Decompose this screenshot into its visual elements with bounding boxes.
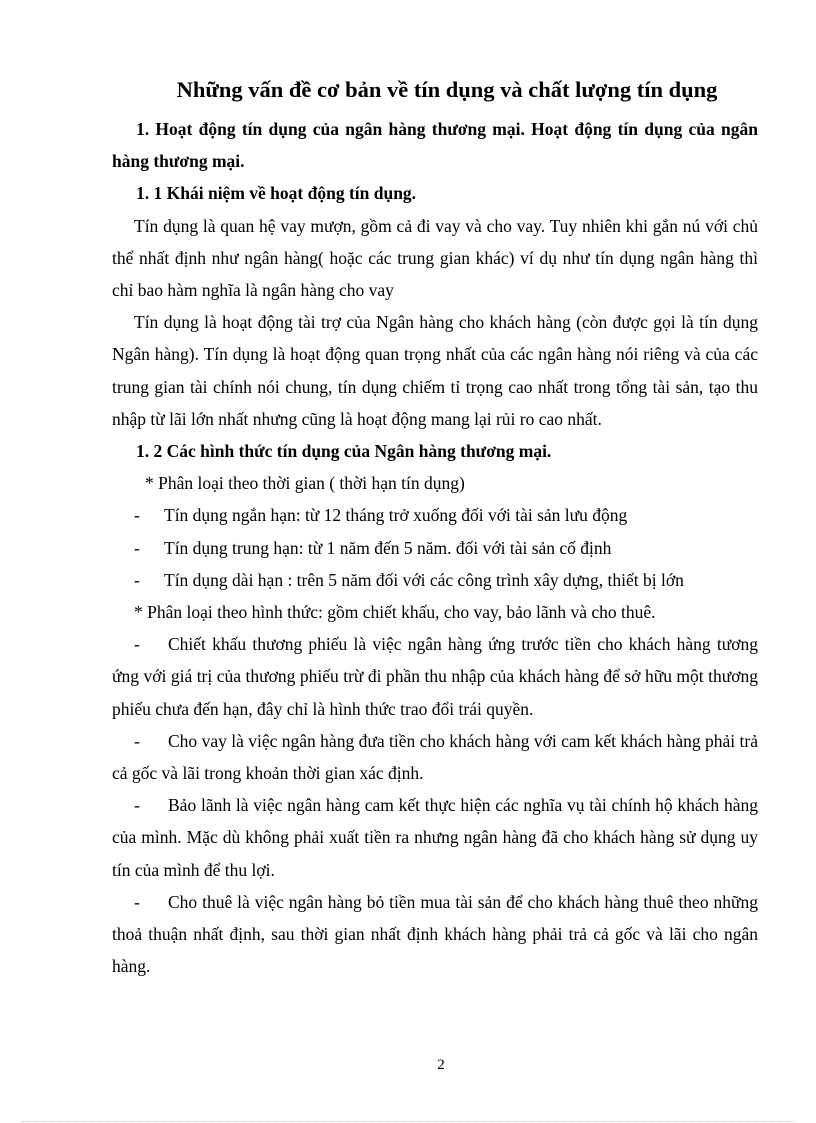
time-item-long-term: Tín dụng dài hạn : trên 5 năm đối với các công trình xây dựng, thiết bị lớn [164, 569, 684, 590]
document-title: Những vấn đề cơ bản về tín dụng và chất lượng tín dụng [176, 77, 718, 102]
concept-paragraph-1: Tín dụng là quan hệ vay mượn, gồm cả đi vay và cho vay. Tuy nhiên khi gắn nú với chủ thể nhất định như ngân hàng( hoặc các trung gian khác) ví dụ như tín dụng ngân hàng thì chỉ bao hàm nghĩa là ngân hàng cho vay [112, 215, 758, 301]
time-item-short-term: Tín dụng ngắn hạn: từ 12 tháng trở xuống đối với tài sản lưu động [164, 505, 628, 526]
section-1-2-heading: 1. 2 Các hình thức tín dụng của Ngân hàng thương mại. [136, 441, 552, 462]
dash-bullet: - [134, 537, 140, 558]
list-item [112, 628, 758, 725]
list-item [112, 499, 758, 531]
classify-by-form: * Phân loại theo hình thức: gồm chiết khấu, cho vay, bảo lãnh và cho thuê. [134, 602, 656, 623]
page-bottom-divider [22, 1121, 794, 1122]
time-item-medium-term: Tín dụng trung hạn: từ 1 năm đến 5 năm. đối với tài sản cố định [164, 537, 612, 558]
section-1-heading: 1. Hoạt động tín dụng của ngân hàng thương mại. Hoạt động tín dụng của ngân hàng thương mại. [112, 119, 758, 172]
concept-paragraph-2: Tín dụng là hoạt động tài trợ của Ngân hàng cho khách hàng (còn được gọi là tín dụng Ngân hàng). Tín dụng là hoạt động quan trọng nhất của các ngân hàng nói riêng và của các trung gian tài chính nói chung, tín dụng chiếm tỉ trọng cao nhất trong tổng tài sản, tạo thu nhập từ lãi lớn nhất nhưng cũng là hoạt động mang lại rủi ro cao nhất. [112, 312, 758, 429]
form-item-leasing: Cho thuê là việc ngân hàng bỏ tiền mua tài sản để cho khách hàng thuê theo những thoả thuận nhất định, sau thời gian nhất định khách hàng phải trả cả gốc và lãi cho ngân hàng. [112, 891, 758, 977]
form-item-guarantee: Bảo lãnh là việc ngân hàng cam kết thực hiện các nghĩa vụ tài chính hộ khách hàng của mình. Mặc dù không phải xuất tiền ra nhưng ngân hàng đã cho khách hàng sử dụng uy tín của mình để thu lợi. [112, 795, 758, 880]
list-item [112, 532, 758, 564]
classify-by-time: * Phân loại theo thời gian ( thời hạn tín dụng) [145, 473, 465, 494]
dash-bullet: - [134, 730, 140, 751]
dash-bullet: - [134, 891, 140, 912]
list-item [112, 789, 758, 886]
page-number: 2 [437, 1057, 445, 1073]
dash-bullet: - [134, 634, 140, 655]
document-body [112, 113, 758, 982]
dash-bullet: - [134, 505, 140, 526]
dash-bullet: - [134, 795, 140, 816]
list-item [112, 564, 758, 596]
form-item-loan: Cho vay là việc ngân hàng đưa tiền cho khách hàng với cam kết khách hàng phải trả cả gốc và lãi trong khoản thời gian xác định. [112, 730, 758, 784]
section-1-1-heading: 1. 1 Khái niệm về hoạt động tín dụng. [136, 183, 417, 204]
list-item [112, 725, 758, 789]
form-item-discount: Chiết khấu thương phiếu là việc ngân hàng ứng trước tiền cho khách hàng tương ứng với giá trị của thương phiếu trừ đi phần thu nhập của khách hàng để sở hữu một thương phiếu chưa đến hạn, đây chỉ là hình thức trao đổi trái quyền. [112, 634, 758, 719]
dash-bullet: - [134, 569, 140, 590]
list-item [112, 886, 758, 983]
